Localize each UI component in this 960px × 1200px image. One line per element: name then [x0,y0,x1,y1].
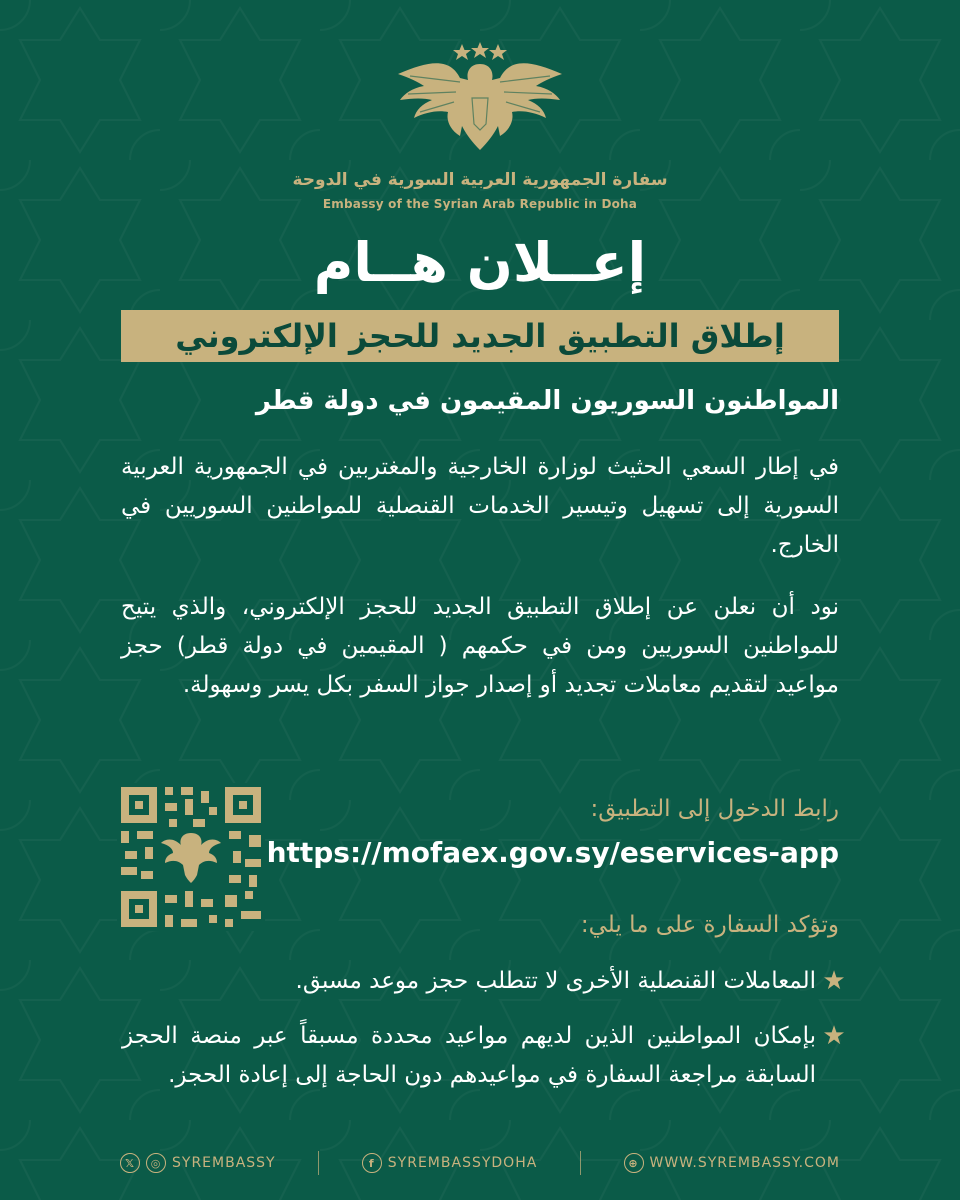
star-bullet-icon: ★ [822,966,846,996]
embassy-name-arabic: سفارة الجمهورية العربية السورية في الدوحة [292,170,668,190]
banner-text: إطلاق التطبيق الجديد للحجز الإلكتروني [175,317,785,355]
app-link-label: رابط الدخول إلى التطبيق: [590,796,839,822]
affirmation-item [122,1017,852,1095]
embassy-name-english: Embassy of the Syrian Arab Republic in Doha [322,197,638,211]
affirmation-text: المعاملات القنصلية الأخرى لا تتطلب حجز موعد مسبق. [295,968,816,994]
title-banner [121,310,839,362]
affirmation-text: بإمكان المواطنين الذين لديهم مواعيد محددة مسبقاً عبر منصة الحجز السابقة مراجعة السفارة في مواعيدهم دون الحاجة إلى إعادة الحجز. [122,1023,816,1088]
social-handle-x-instagram[interactable] [120,1153,276,1173]
qr-code-icon [117,783,265,931]
social-handle-facebook[interactable] [362,1153,538,1173]
announcement-paragraph: نود أن نعلن عن إطلاق التطبيق الجديد للحجز الإلكتروني، والذي يتيح للمواطنين السوريين ومن في حكمهم ( المقيمين في دولة قطر) حجز مواعيد لتقديم معاملات تجديد أو إصدار جواز السفر بكل يسر وسهولة. [121,594,839,698]
footer-divider [318,1151,319,1175]
footer-social-bar [120,1148,840,1178]
x-icon[interactable]: 𝕏 [120,1153,140,1173]
audience-heading: المواطنون السوريون المقيمون في دولة قطر [255,386,839,416]
website-link[interactable] [624,1153,840,1173]
website-text: WWW.SYREMBASSY.COM [649,1155,840,1171]
handle-text: SYREMBASSY [172,1155,276,1171]
intro-paragraph: في إطار السعي الحثيث لوزارة الخارجية والمغتربين في الجمهورية العربية السورية إلى تسهيل وتيسير الخدمات القنصلية للمواطنين السوريين في الخارج. [121,454,839,558]
globe-icon[interactable]: ⊕ [624,1153,644,1173]
star-bullet-icon: ★ [822,1021,846,1051]
app-link-url[interactable]: https://mofaex.gov.sy/eservices-app [266,836,839,869]
syrian-eagle-emblem-icon [390,38,570,158]
footer-divider [580,1151,581,1175]
affirmation-item [122,962,852,1001]
handle-text: SYREMBASSYDOHA [387,1155,538,1171]
facebook-icon[interactable]: f [362,1153,382,1173]
instagram-icon[interactable]: ◎ [146,1153,166,1173]
affirmations-heading: وتؤكد السفارة على ما يلي: [580,912,839,938]
announcement-title: إعــلان هــام [313,231,647,294]
